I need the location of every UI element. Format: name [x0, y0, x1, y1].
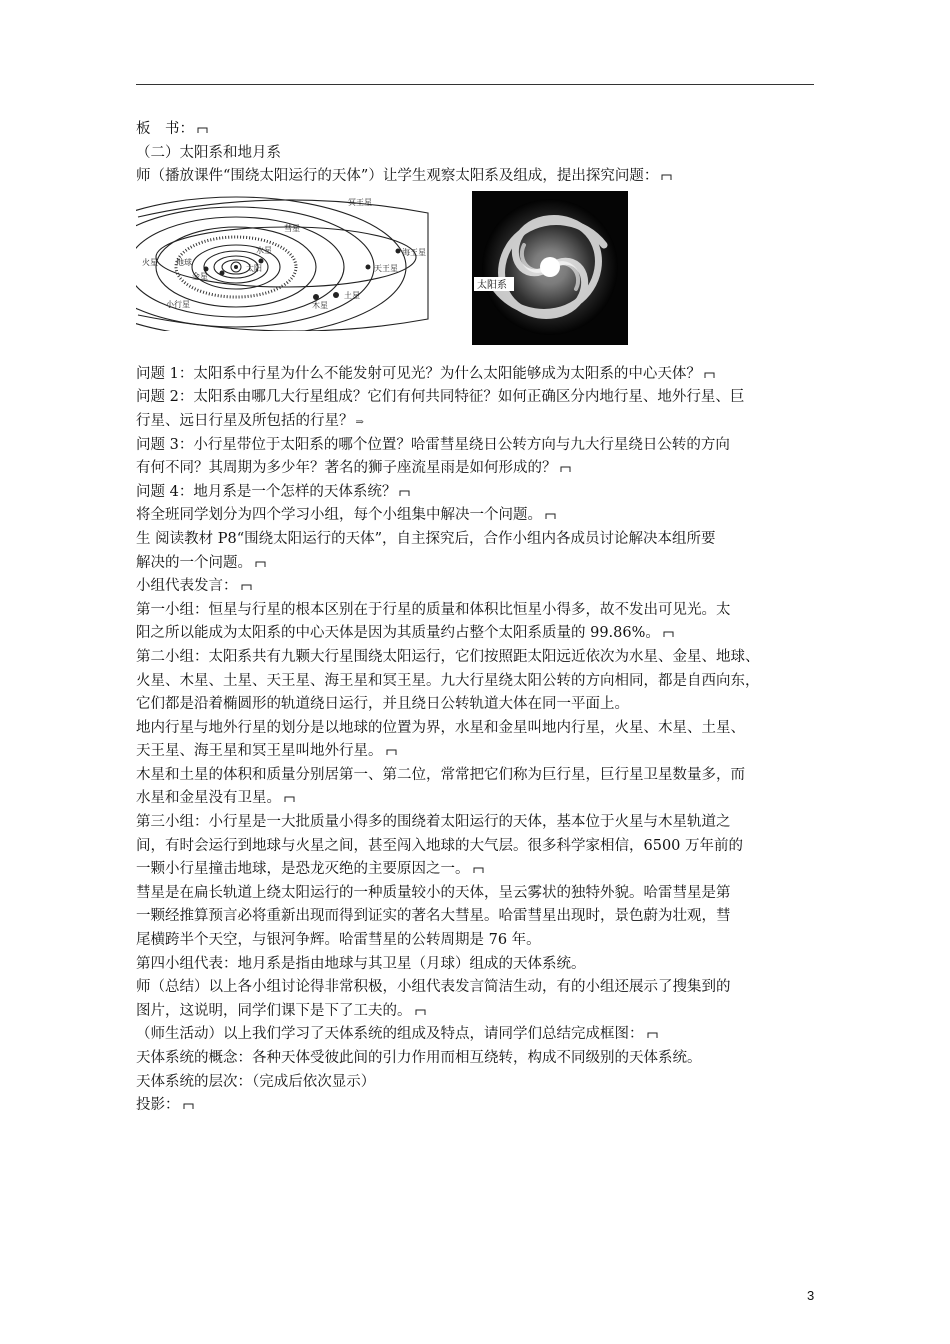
svg-text:天王星: 天王星 [374, 263, 398, 273]
text-line: 板 书： [136, 118, 816, 142]
text-line: 水星和金星没有卫星。 [136, 787, 816, 811]
svg-text:木星: 木星 [312, 300, 328, 310]
text-line: 木星和土星的体积和质量分别居第一、第二位，常常把它们称为巨行星，巨行星卫星数量多，而 [136, 766, 745, 783]
line-break-mark-icon [399, 489, 410, 497]
group-1-answer: 第一小组：恒星与行星的根本区别在于行星的质量和体积比恒星小得多，故不发出可见光。太 [136, 601, 731, 618]
svg-text:海王星: 海王星 [402, 247, 426, 257]
text-line: 尾横跨半个天空，与银河争辉。哈雷彗星的公转周期是 76 年。 [136, 932, 541, 949]
text-line: 天王星、海王星和冥王星叫地外行星。 [136, 740, 816, 764]
text-line: 图片，这说明，同学们课下是下了工夫的。 [136, 1000, 816, 1024]
svg-text:土星: 土星 [344, 290, 360, 300]
line-break-mark-icon [284, 795, 295, 803]
text-line: 天体系统的层次：（完成后依次显示） [136, 1073, 376, 1090]
page-number: 3 [807, 1288, 815, 1303]
svg-text:地球: 地球 [176, 257, 192, 267]
arrow-mark-icon: ⇒ [355, 416, 364, 428]
line-break-mark-icon [473, 866, 484, 874]
text-line: 地内行星与地外行星的划分是以地球的位置为界，水星和金星叫地内行星，火星、木星、土星、 [136, 719, 745, 736]
group-4-answer: 第四小组代表：地月系是指由地球与其卫星（月球）组成的天体系统。 [136, 955, 586, 972]
group-3-answer: 第三小组：小行星是一大批质量小得多的围绕着太阳运行的天体，基本位于火星与木星轨道之 [136, 814, 731, 831]
question-2: 问题 2：太阳系由哪几大行星组成？它们有何共同特征？如何正确区分内地行星、地外行星、巨 [136, 389, 745, 406]
line-break-mark-icon [704, 371, 715, 379]
figures-row [136, 193, 816, 353]
question-4: 问题 4：地月系是一个怎样的天体系统？ [136, 481, 816, 505]
line-break-mark-icon [560, 465, 571, 473]
line-break-mark-icon [386, 748, 397, 756]
teacher-summary: 师（总结）以上各小组讨论得非常积极，小组代表发言简洁生动，有的小组还展示了搜集到的 [136, 979, 731, 996]
header-rule [136, 84, 814, 85]
line-break-mark-icon [241, 583, 252, 591]
text-line: 间，有时会运行到地球与火星之间，甚至闯入地球的大气层。很多科学家相信，6500 万年前的 [136, 837, 744, 854]
document-body [136, 118, 816, 1118]
text-line: 将全班同学划分为四个学习小组，每个小组集中解决一个问题。 [136, 504, 816, 528]
svg-text:小行星: 小行星 [166, 299, 190, 309]
svg-text:水星: 水星 [256, 245, 272, 255]
line-break-mark-icon [661, 173, 672, 181]
svg-text:太阳: 太阳 [246, 263, 262, 273]
line-break-mark-icon [545, 512, 556, 520]
question-3: 问题 3：小行星带位于太阳系的哪个位置？哈雷彗星绕日公转方向与九大行星绕日公转的方向 [136, 436, 730, 453]
svg-text:冥王星: 冥王星 [348, 197, 372, 207]
text-line: 阳之所以能成为太阳系的中心天体是因为其质量约占整个太阳系质量的 99.86%。 [136, 622, 816, 646]
solar-system-diagram [136, 195, 434, 331]
svg-text:金星: 金星 [192, 271, 208, 281]
section-heading: （二）太阳系和地月系 [136, 144, 281, 161]
text-line: 天体系统的概念：各种天体受彼此间的引力作用而相互绕转，构成不同级别的天体系统。 [136, 1050, 702, 1066]
text-line: 火星、木星、土星、天王星、海王星和冥王星。九大行星绕太阳公转的方向相同，都是自西向东， [136, 672, 760, 689]
line-break-mark-icon [255, 560, 266, 568]
text-line: 一颗经推算预言必将重新出现而得到证实的著名大彗星。哈雷彗星出现时，景色蔚为壮观，彗 [136, 908, 731, 925]
text-line: 投影： [136, 1094, 816, 1118]
text-line: 师（播放课件“围绕太阳运行的天体”）让学生观察太阳系及组成，提出探究问题： [136, 165, 816, 189]
line-break-mark-icon [197, 126, 208, 134]
text-line: 它们都是沿着椭圆形的轨道绕日运行，并且绕日公转轨道大体在同一平面上。 [136, 696, 629, 713]
text-line: （师生活动）以上我们学习了天体系统的组成及特点，请同学们总结完成框图： [136, 1023, 816, 1047]
line-break-mark-icon [647, 1031, 658, 1039]
svg-text:火星: 火星 [142, 257, 158, 267]
question-1: 问题 1：太阳系中行星为什么不能发射可见光？为什么太阳能够成为太阳系的中心天体？ [136, 363, 816, 387]
text-line: 彗星是在扁长轨道上绕太阳运行的一种质量较小的天体，呈云雾状的独特外貌。哈雷彗星是第 [136, 884, 731, 901]
line-break-mark-icon [415, 1008, 426, 1016]
galaxy-photo [472, 191, 628, 345]
text-line: 解决的一个问题。 [136, 552, 816, 576]
text-line: 生 阅读教材 P8“围绕太阳运行的天体”，自主探究后，合作小组内各成员讨论解决本组所要 [136, 530, 716, 547]
svg-text:彗星: 彗星 [284, 223, 300, 233]
group-2-answer: 第二小组：太阳系共有九颗大行星围绕太阳运行，它们按照距太阳远近依次为水星、金星、地球、 [136, 648, 760, 665]
line-break-mark-icon [183, 1102, 194, 1110]
text-line: 小组代表发言： [136, 575, 816, 599]
svg-text:太阳系: 太阳系 [477, 279, 507, 291]
text-line: 一颗小行星撞击地球，是恐龙灭绝的主要原因之一。 [136, 858, 816, 882]
line-break-mark-icon [663, 630, 674, 638]
text-line: 行星、远日行星及所包括的行星？ ⇒ [136, 412, 364, 429]
text-line: 有何不同？其周期为多少年？著名的狮子座流星雨是如何形成的？ [136, 457, 816, 481]
